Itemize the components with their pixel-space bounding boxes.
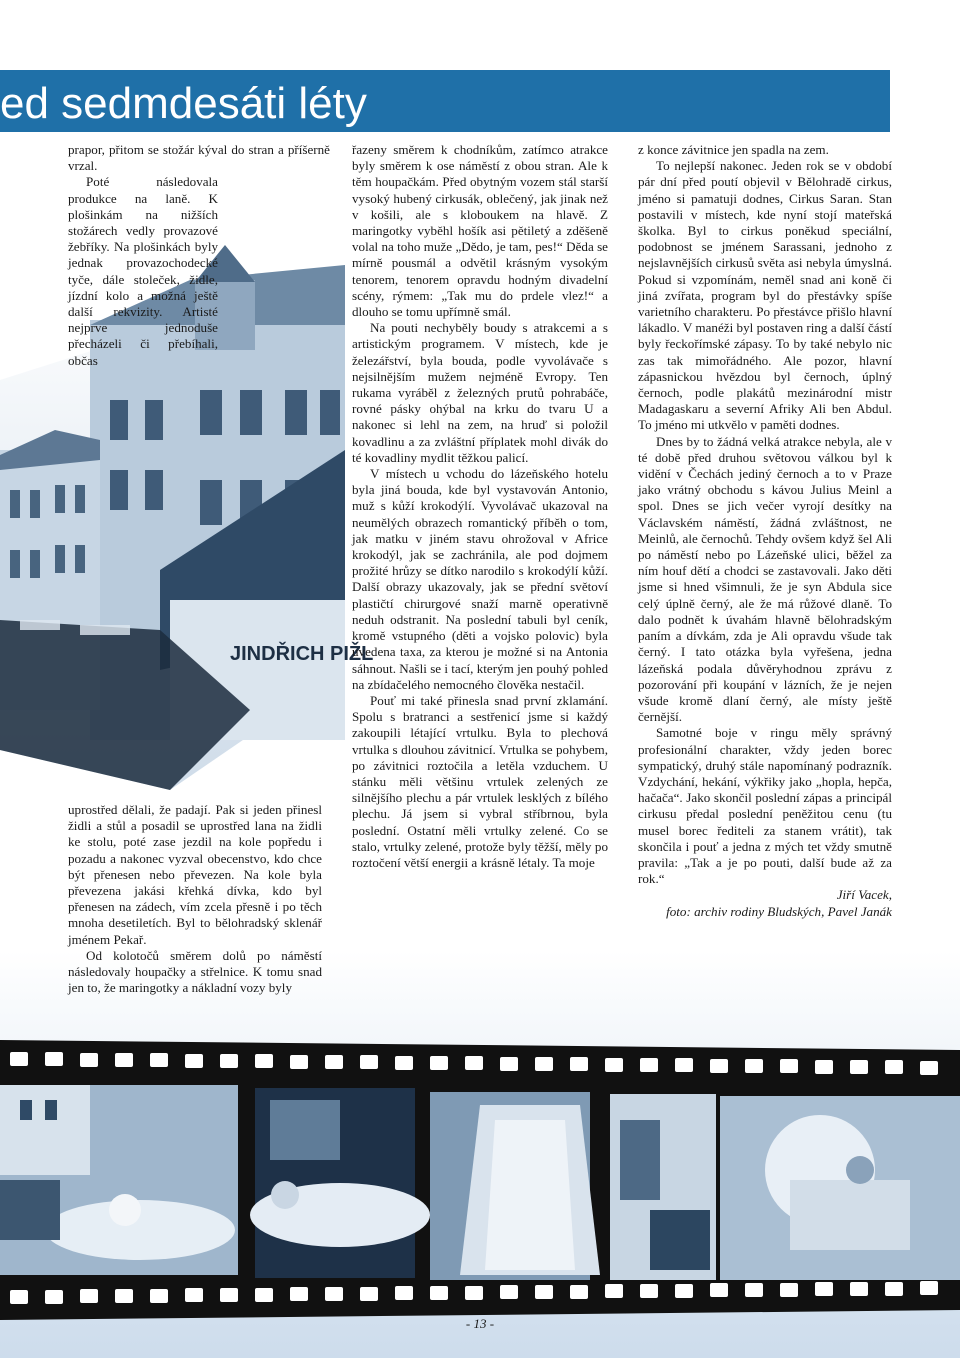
paragraph: prapor, přitom se stožár kýval do stran a příšerně vrzal. bbox=[68, 142, 330, 174]
page-title: ed sedmdesáti léty bbox=[0, 79, 367, 128]
column-1-bottom bbox=[68, 802, 322, 996]
paragraph: Pouť mi také přinesla snad první zklamání. Spolu s bratranci a sestřenicí jsme si každý zakoupili létající vrtulku. Byla to plechová vrtulka s dlouhou závitnicí. Vrtulka se pohybem, po závitnici roztočila a letěla vzduchem. U stánku měli většinu vrtulek zelených ze silnějšího plechu a pár vrtulek lesklých z bílého plechu. Já jsem si vybral stříbrnou, byla poslední. Ostatní měli vrtulky zelené. Co se stalo, vrtulky zelené, protože byly těžší, měly po roztočení větší energii a krásně létaly. Ta moje bbox=[352, 692, 608, 870]
paragraph: V místech u vchodu do lázeňského hotelu byla jiná bouda, kde byl vystavován Antonio, muž s kůží krokodýlí. Vyvolávač ukazoval na neumělých obrazech romantický příběh o tom, jak matku v jiném stavu ohrožoval v Africe krokodýl, jak se zachránila, ale pod dojmem prožité hrůzy se dítko narodilo s krokodýlí kůží. Další obrazy ukazovaly, jak se přední světoví plastičtí chirurgové snaží marně operativně neduh odstranit. Na poslední tabuli byl ceník, kromě vstupného (děti a vojsko polovic) byla uvedena taxa, za kterou je možné si na Antonia sáhnout. Našli se i tací, kterým jen pouhý pohled na zbídačelého nemocného člověka nestačil. bbox=[352, 466, 609, 692]
paragraph: To nejlepší nakonec. Jeden rok se v období pár dní před poutí objevil v Bělohradě cirkus, jméno si pamatuji dodnes, Cirkus Saran. Stan postavili v místech, kde nyní stojí mateřská školka. Byl to cirkus poněkud speciální, podobnost se jménem Sarassani, jednoho z nejslavnějších cirkusů světa asi nebyla úmyslná. Pokud si vzpomínám, neměl snad ani koně či jiná zvířata, program byl do přestávky spíše varietního charakteru. Po přestávce přišlo hlavní lákadlo. V manéži byl postaven ring a další částí byly řeckořímské zápasy. To by také nebylo nic zas tak mimořádného. Ale pozor, hlavní zápasnickou hvězdou byl černoch, úplný černoch, podle plakátů mezinárodní mistr Madagaskaru a severní Afriky Ali ben Abdul. To jméno mi utkvělo v paměti dodnes. bbox=[638, 158, 892, 433]
paragraph: uprostřed dělali, že padají. Pak si jeden přinesl židli a stůl a posadil se uprostřed lana na židli ke stolu, poté zase jezdil na kole popředu i pozadu a nakonec vyzval obecenstvo, kdo chce být přenesen nebo převezen. Na kole byla převezena jakási křehká dívka, kdo byl přenesen na zádech, vím zcela přesně i po těch mnoha desetiletích. Byl to bělohradský sklenář jménem Pekař. bbox=[68, 802, 322, 947]
paragraph: Poté následovala produkce na laně. K plošinkám na nižších stožárech vedly provazové žebříky. Na plošinkách byly jednak provazochodecké tyče, dále stoleček, židle, jízdní kolo a možná ještě další rekvizity. Artisté nejprve jednoduše přecházeli či přebíhali, občas bbox=[68, 174, 218, 368]
column-1-top bbox=[68, 142, 330, 369]
film-frame-5 bbox=[720, 1096, 960, 1280]
film-frame-1 bbox=[0, 1085, 238, 1275]
house-sign: JINDŘICH PIŽL bbox=[230, 643, 374, 665]
paragraph: z konce závitnice jen spadla na zem. bbox=[638, 142, 829, 157]
paragraph: Na pouti nechyběly boudy s atrakcemi a s artistickým programem. V místech, kde je železářství, byla bouda, podle vyvolávače s nejsilnějším mužem nejméně Evropy. Ten rukama vyráběl z železných prutů pohrabáče, rovné pásky ohýbal na krku do tvaru U a nakonec si lehl na zem, na hruď si položil kovadlinu a za zvláštní příplatek mohl divák do té kovadliny mydlit těžkou palicí. bbox=[352, 320, 608, 465]
column-2 bbox=[352, 142, 608, 871]
film-frame-3 bbox=[430, 1092, 600, 1280]
film-frame-4 bbox=[610, 1094, 716, 1280]
paragraph: Od kolotočů směrem dolů po náměstí následovaly houpačky a střelnice. K tomu snad jen to, že maringotky a nákladní vozy byly bbox=[68, 947, 322, 996]
photo-credit: foto: archiv rodiny Bludských, Pavel Janák bbox=[666, 903, 892, 919]
column-3 bbox=[638, 142, 892, 920]
page-number: - 13 - bbox=[465, 1316, 495, 1331]
paragraph: Dnes by to žádná velká atrakce nebyla, ale v té době před druhou světovou válkou byl k vidění v Čechách jediný černoch a to v Praze jako vrátný obchodu s kávou Julius Meinl a spol. Dnes se jich večer vyrojí desítky na Václavském náměstí, žádná zvláštnost, ne Meinlů, ale černochů. Tehdy ovšem když šel Ali po náměstí nebo po Lázeňské ulici, běžel za ním houf dětí a chodci se zastavovali. Jako děti jsme si hned všimnuli, že je syn Abdula sice celý úplně černý, ale že má růžové dlaně. To dalo podnět k úvahám hlavně bělohradským paním a dívkám, zda je Ali opravdu všude tak černý. I tato otázka byla vyřešena, jedna lázeňská podala důvěryhodnou zprávu z pozorování při koupání v lázních, že je nejen všude kromě dlaní černý, ale místy ještě černější. bbox=[638, 433, 892, 725]
film-frame-2 bbox=[250, 1088, 430, 1278]
paragraph: Samotné boje v ringu měly správný profesionální charakter, vždy jeden borec sympatický, druhý stále napomínaný podrazník. Vzdychání, hekání, výkřiky jako „hopla, hepča, hačača“. Jako skončil poslední zápas a principál cirkusu předal poslední peněžitou cenu (tu musel borec řediteli za stanem vrátit), tak skončila i pouť a jedna z mých tet vždy smutně pravila: „Tak a je po pouti, další bude až za rok.“ bbox=[638, 725, 892, 887]
author-signature: Jiří Vacek, bbox=[836, 887, 892, 903]
film-strip bbox=[0, 1030, 960, 1330]
paragraph: řazeny směrem k chodníkům, zatímco atrakce byly směrem k ose náměstí z obou stran. Ale k těm houpačkám. Před obytným vozem stál starší vysoký hubený cirkusák, oblečený, jak jinak než v košili, ale s kloboukem na hlavě. Z maringotky vyběhl hošík asi pětiletý a zděšeně volal na toho muže „Dědo, je tam, pes!“ Děda se mírně pousmál a odvětil krásným vysokým tenorem, tenorem opravdu hodným divadelní scény, rýmem: „Tak mu do prdele vlez!“ a dlouho se tomu upřímně smál. bbox=[352, 142, 608, 320]
